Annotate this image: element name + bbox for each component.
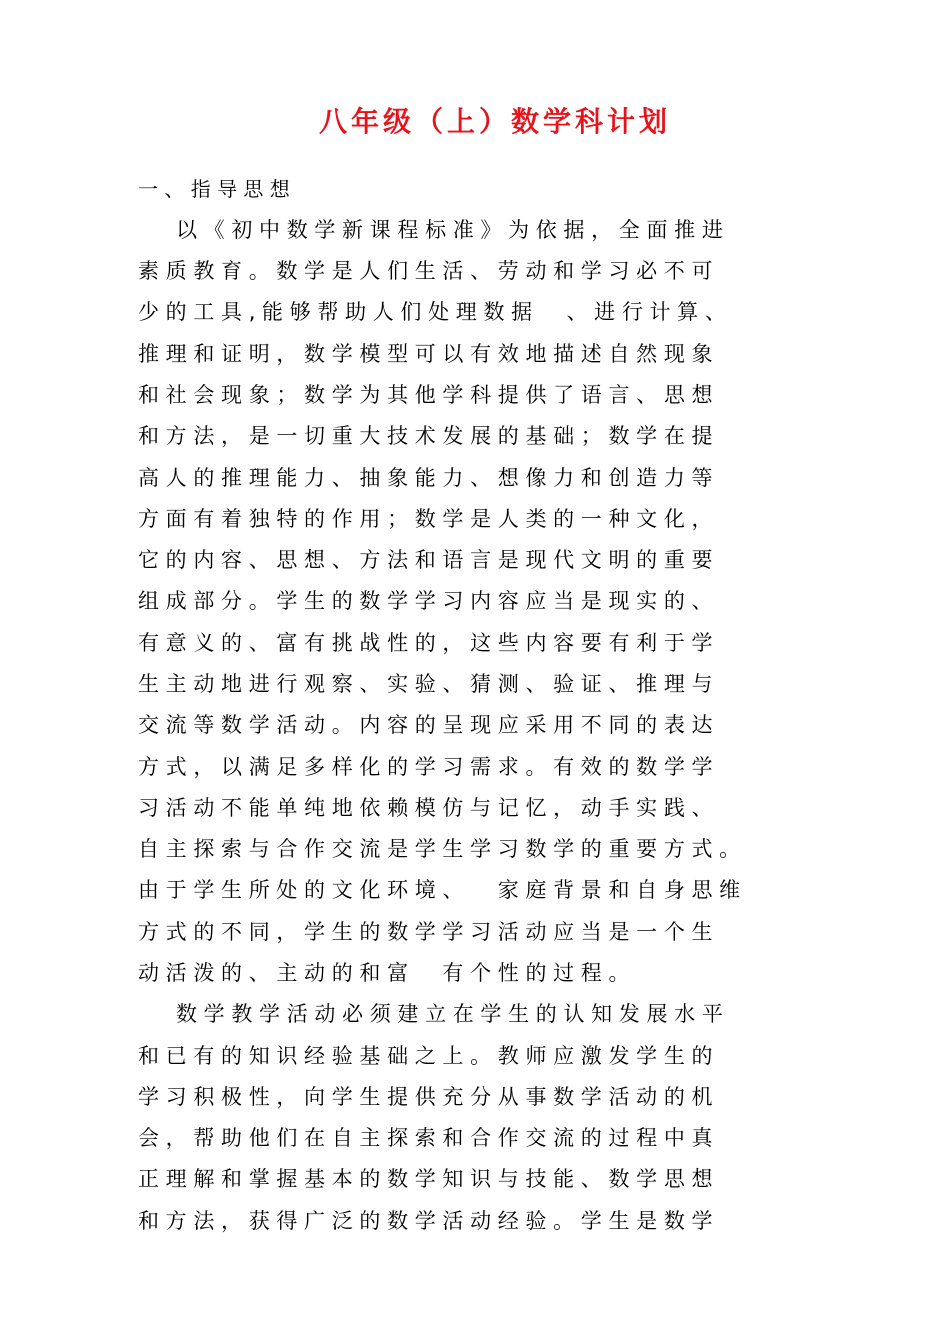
text-line: 交 流 等 数 学 活 动 。 内 容 的 呈 现 应 采 用 不 同 的 表 达 bbox=[138, 713, 713, 737]
text-line: 推 理 和 证 明 ， 数 学 模 型 可 以 有 效 地 描 述 自 然 现 象 bbox=[138, 342, 713, 366]
text-line: 和 社 会 现 象 ； 数 学 为 其 他 学 科 提 供 了 语 言 、 思 想 bbox=[138, 383, 713, 407]
text-line: 素 质 教 育 。 数 学 是 人 们 生 活 、 劳 动 和 学 习 必 不 可 bbox=[138, 259, 713, 283]
section-heading: 一 、 指 导 思 想 bbox=[138, 177, 290, 201]
text-line: 高 人 的 推 理 能 力 、 抽 象 能 力 、 想 像 力 和 创 造 力 等 bbox=[138, 466, 713, 490]
text-line: 会 ， 帮 助 他 们 在 自 主 探 索 和 合 作 交 流 的 过 程 中 真 bbox=[138, 1126, 713, 1150]
text-line: 它 的 内 容 、 思 想 、 方 法 和 语 言 是 现 代 文 明 的 重 要 bbox=[138, 548, 713, 572]
text-line: 和 方 法 ， 是 一 切 重 大 技 术 发 展 的 基 础 ； 数 学 在 提 bbox=[138, 424, 713, 448]
text-line: 正 理 解 和 掌 握 基 本 的 数 学 知 识 与 技 能 、 数 学 思 想 bbox=[138, 1167, 713, 1191]
text-line: 和 方 法 ， 获 得 广 泛 的 数 学 活 动 经 验 。 学 生 是 数 学 bbox=[138, 1209, 713, 1233]
text-line: 少 的 工 具 , 能 够 帮 助 人 们 处 理 数 据 、 进 行 计 算 、 bbox=[138, 300, 726, 324]
text-line: 以 《 初 中 数 学 新 课 程 标 准 》 为 依 据 ， 全 面 推 进 bbox=[176, 218, 723, 242]
text-line: 由 于 学 生 所 处 的 文 化 环 境 、 家 庭 背 景 和 自 身 思 维 bbox=[138, 878, 741, 902]
text-line: 方 式 ， 以 满 足 多 样 化 的 学 习 需 求 。 有 效 的 数 学 学 bbox=[138, 755, 713, 779]
text-line: 动 活 泼 的 、 主 动 的 和 富 有 个 性 的 过 程 。 bbox=[138, 961, 630, 985]
text-line: 生 主 动 地 进 行 观 察 、 实 验 、 猜 测 、 验 证 、 推 理 与 bbox=[138, 672, 713, 696]
text-line: 方 面 有 着 独 特 的 作 用 ； 数 学 是 人 类 的 一 种 文 化 ， bbox=[138, 507, 713, 531]
text-line: 习 活 动 不 能 单 纯 地 依 赖 模 仿 与 记 忆 ， 动 手 实 践 、 bbox=[138, 796, 713, 820]
document-title: 八年级（上）数学科计划 bbox=[318, 105, 671, 138]
text-line: 数 学 教 学 活 动 必 须 建 立 在 学 生 的 认 知 发 展 水 平 bbox=[176, 1002, 723, 1026]
text-line: 方 式 的 不 同 ， 学 生 的 数 学 学 习 活 动 应 当 是 一 个 生 bbox=[138, 920, 713, 944]
text-line: 组 成 部 分 。 学 生 的 数 学 学 习 内 容 应 当 是 现 实 的 、 bbox=[138, 589, 713, 613]
text-line: 自 主 探 索 与 合 作 交 流 是 学 生 学 习 数 学 的 重 要 方 式 。 bbox=[138, 837, 741, 861]
text-line: 有 意 义 的 、 富 有 挑 战 性 的 ， 这 些 内 容 要 有 利 于 学 bbox=[138, 631, 713, 655]
text-line: 和 已 有 的 知 识 经 验 基 础 之 上 。 教 师 应 激 发 学 生 的 bbox=[138, 1044, 713, 1068]
text-line: 学 习 积 极 性 ， 向 学 生 提 供 充 分 从 事 数 学 活 动 的 机 bbox=[138, 1085, 713, 1109]
